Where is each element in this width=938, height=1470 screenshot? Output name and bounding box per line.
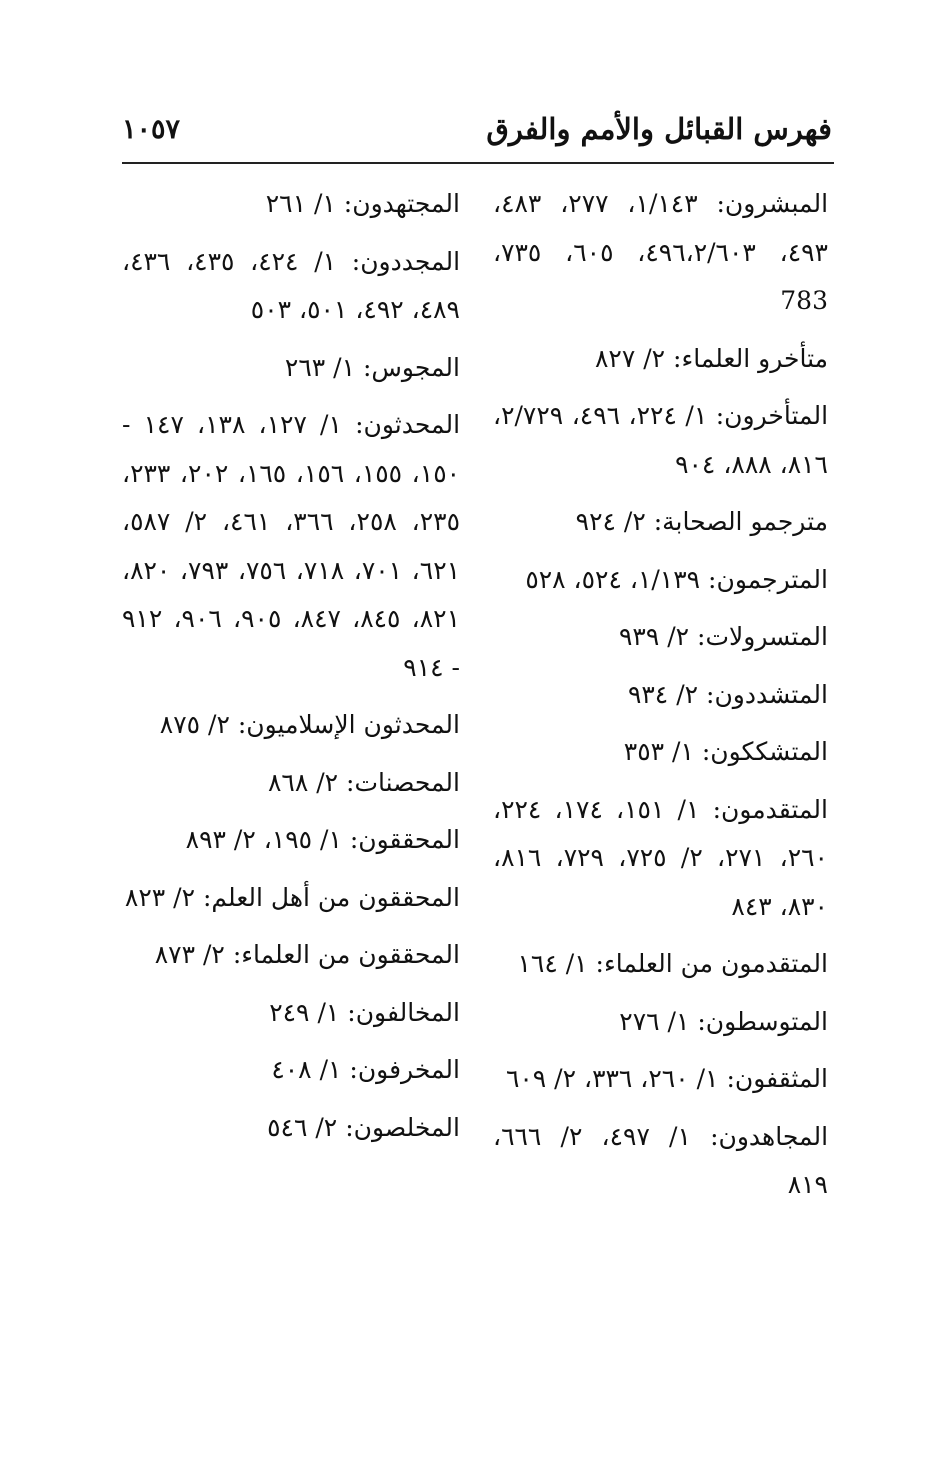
index-entry [493,1055,828,1104]
index-entry [122,874,460,923]
index-entry [122,759,460,808]
entry-name: المبشرون: [716,189,829,218]
entry-references: ١/ ١٢٧، ١٣٨، ١٤٧ - ١٥٠، ١٥٥، ١٥٦، ١٦٥، ٢٠٢، ٢٣٣، ٢٣٥، ٢٥٨، ٣٦٦، ٤٦١، ٢/ ٥٨٧، ٦٢١، ٧٠١، ٧١٨، ٧٥٦، ٧٩٣، ٨٢٠، ٨٢١، ٨٤٥، ٨٤٧، ٩٠٥، ٩٠٦، ٩١٢ - ٩١٤ [122,410,461,682]
entry-references: ١/ ٢٧٦ [619,1006,690,1036]
entry-references: ١/ ٢٤٩ [269,997,340,1027]
index-entry [493,786,828,932]
index-column-right [493,180,828,1219]
entry-name: المتأخرون: [715,401,829,430]
entry-references: ٢/ ٩٣٩ [618,622,690,651]
entry-references: ٢/ ٩٣٤ [627,679,699,709]
index-entry [493,335,828,384]
entry-name: المتقدمون من العلماء: [595,949,828,978]
entry-name: المخالفون: [347,997,460,1027]
index-entry [122,816,460,865]
entry-name: المحصنات: [346,767,460,797]
entry-references: ٢/ ٥٤٦ [267,1112,338,1142]
index-entry [122,701,460,750]
index-entry [493,180,828,326]
index-entry [122,1104,460,1153]
entry-references: ٢/ ٨٢٣ [124,882,196,912]
entry-name: مترجمو الصحابة: [653,507,828,536]
entry-name: المتشككون: [701,737,828,766]
index-entry [493,392,828,489]
entry-name: المجوس: [362,352,460,382]
index-entry [493,940,828,989]
page-header [122,112,832,162]
entry-name: المحققون من العلماء: [232,940,460,969]
index-entry [493,556,828,605]
entry-references: ١/ ٤٠٨ [271,1055,342,1084]
index-column-left [122,180,460,1161]
entry-name: المتوسطون: [697,1006,828,1036]
entry-name: المحققون من أهل العلم: [202,882,460,912]
index-entry [122,401,460,692]
entry-name: متأخرو العلماء: [673,343,828,373]
index-entry [493,671,828,720]
entry-name: المتقدمون: [712,794,828,824]
entry-references: ٢/ ٩٢٤ [575,507,646,536]
entry-name: المتشددون: [706,679,828,709]
entry-name: المحدثون الإسلاميون: [237,710,460,739]
index-entry [122,238,460,335]
index-entry [122,1046,460,1095]
entry-references: ١/ ٤٩٧، ٢/ ٦٦٦، ٨١٩ [493,1121,828,1199]
entry-name: المجاهدون: [710,1121,829,1151]
index-entry [122,180,460,229]
index-entry [122,931,460,980]
entry-name: المجددون: [351,246,461,276]
entry-references: ١/ ٤٢٤، ٤٣٥، ٤٣٦، ٤٨٩، ٤٩٢، ٥٠١، ٥٠٣ [122,246,460,324]
entry-name: المخلصون: [345,1112,460,1142]
index-entry [493,728,828,777]
entry-name: المجتهدون: [343,189,460,218]
entry-name: المثقفون: [726,1064,828,1093]
entry-references: ١/ ١٩٥، ٢/ ٨٩٣ [185,825,342,854]
page-number: ١٠٥٧ [122,114,181,145]
index-entry [122,989,460,1038]
entry-references: ١/ ٢٦٠، ٣٣٦، ٢/ ٦٠٩ [505,1064,719,1093]
entry-references: ١/ ٢٦١ [265,189,336,218]
entry-references: ١/ ١٦٤ [517,949,588,978]
index-entry [493,613,828,662]
entry-references: ١/ ٢٢٤، ٤٩٦، ٢/٧٢٩، ٨١٦، ٨٨٨، ٩٠٤ [493,401,828,479]
index-entry [493,498,828,547]
index-entry [122,344,460,393]
entry-references: ٢/ ٨٦٨ [267,767,339,797]
entry-references: ١/ ٣٥٣ [623,737,694,766]
entry-name: المحققون: [349,825,460,854]
entry-references: ١/ ٢٦٣ [284,352,356,382]
entry-references: ٢/ ٨٢٧ [594,343,666,373]
page-title: فهرس القبائل والأمم والفرق [486,112,832,146]
index-entry [493,998,828,1047]
entry-name: المترجمون: [708,564,828,594]
entry-references: ١/ ١٥١، ١٧٤، ٢٢٤، ٢٦٠، ٢٧١، ٢/ ٧٢٥، ٧٢٩، ٨١٦، ٨٣٠، ٨٤٣ [493,794,828,921]
entry-references: ٢/ ٨٧٥ [159,710,230,739]
entry-name: المتسرولات: [697,622,828,651]
header-rule [122,162,834,164]
entry-name: المحدثون: [355,410,461,439]
entry-name: المخرفون: [349,1055,460,1084]
entry-references: ٢/ ٨٧٣ [154,940,225,969]
entry-references: ١/١٤٣، ٢٧٧، ٤٨٣، ٤٩٣، ٤٩٦،٢/٦٠٣، ٦٠٥، ٧٣٥، 783 [493,189,828,315]
index-entry [493,1113,828,1210]
entry-references: ١/١٣٩، ٥٢٤، ٥٢٨ [525,564,701,594]
